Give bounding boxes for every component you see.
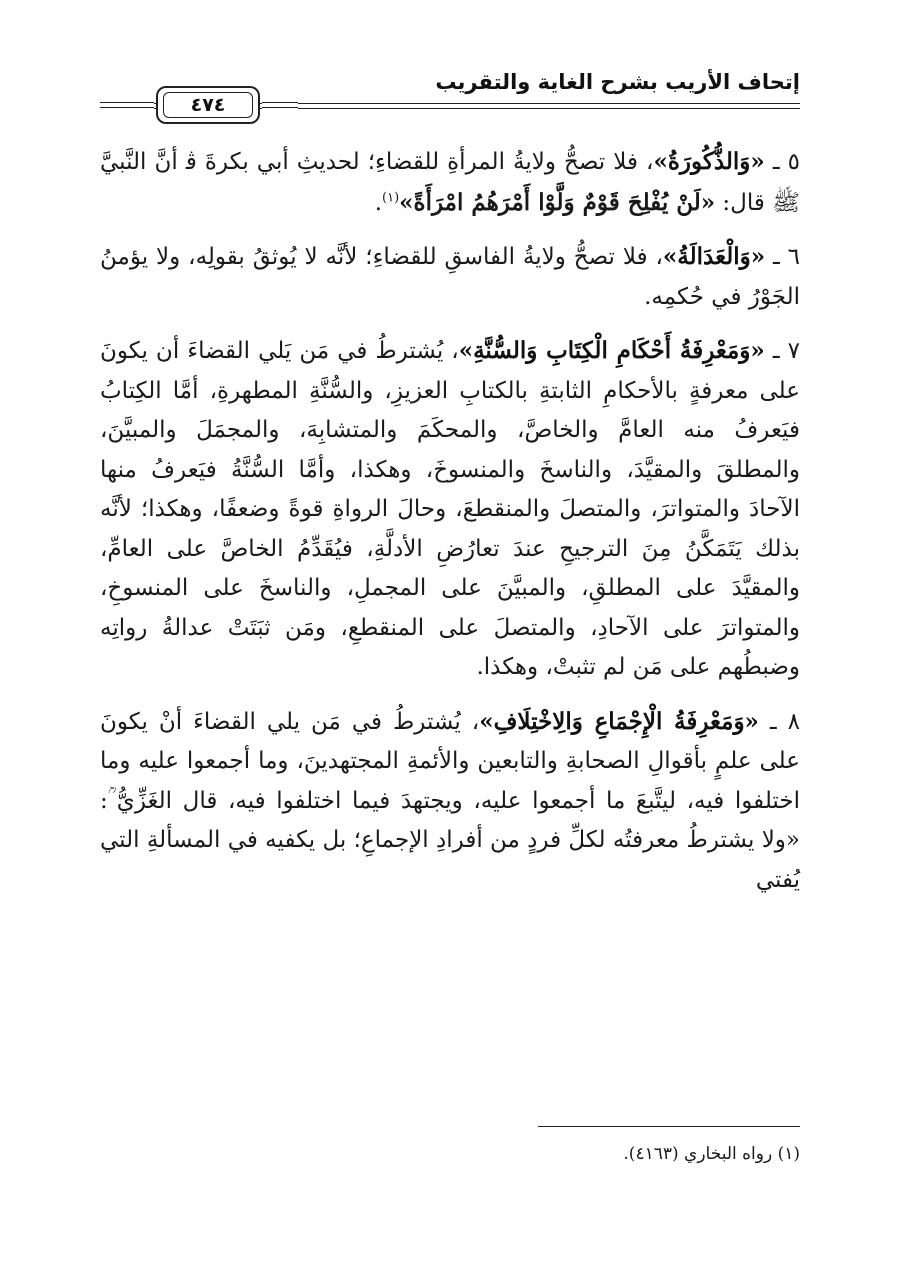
paragraph-number: ٥ ـ — [772, 149, 800, 175]
paragraph-7 — [100, 331, 800, 688]
hadith-quote: «لَنْ يُفْلِحَ قَوْمٌ وَلَّوْا أَمْرَهُمُ امْرَأَةً» — [399, 188, 716, 216]
paragraph-number: ٧ ـ — [772, 338, 800, 364]
paragraph-text: ، فلا تصحُّ ولايةُ الفاسقِ للقضاءِ؛ لأنَّه لا يُوثقُ بقولِه، ولا يؤمنُ الجَوْرُ في حُكمِه. — [100, 244, 800, 310]
footnote-1: (١) رواه البخاري (٤١٦٣). — [623, 1144, 800, 1164]
paragraph-text: ، فلا تصحُّ ولايةُ المرأةِ للقضاءِ؛ لحديثِ أبي بكرةَ ﭬ أنَّ النَّبيَّ ﷺ قال: — [100, 149, 800, 216]
header-ornament-right — [262, 98, 298, 112]
paragraph-8 — [100, 702, 800, 901]
page-number: ٤٧٤ — [163, 92, 253, 118]
footnote-mark[interactable]: (١) — [382, 189, 400, 205]
paragraph-text: ، يُشترطُ في مَن يلي القضاءَ أنْ يكونَ على علمٍ بأقوالِ الصحابةِ والتابعين والأئمةِ المجتهدينَ، وما أجمعوا عليه وما اختلفوا فيه، ليتَّبعَ ما أجمعوا عليه، ويجتهدَ فيما اختلفوا فيه، قال الغَزِّيُّ ؒ: «ولا يشترطُ معرفتُه لكلِّ فردٍ من أفرادِ الإجماعِ؛ بل يكفيه في المسألةِ التي يُفتي — [100, 708, 800, 893]
paragraph-term: «وَالذُّكُورَةُ» — [653, 148, 765, 175]
body-text — [100, 142, 800, 914]
paragraph-number: ٨ ـ — [769, 708, 800, 735]
footnote-rule — [538, 1126, 800, 1127]
paragraph-text-end: . — [374, 189, 382, 216]
paragraph-6 — [100, 237, 800, 317]
paragraph-number: ٦ ـ — [772, 244, 800, 270]
paragraph-term: «وَالْعَدَالَةُ» — [662, 243, 766, 270]
page-number-frame — [156, 86, 260, 124]
header-ornament-left — [100, 98, 154, 112]
running-title: إتحاف الأريب بشرح الغاية والتقريب — [435, 70, 800, 94]
paragraph-text: ، يُشترطُ في مَن يَلي القضاءَ أن يكونَ على معرفةٍ بالأحكامِ الثابتةِ بالكتابِ العزيزِ، والسُّنَّةِ المطهرةِ، أمَّا الكِتابُ فيَعرفُ منه العامَّ والخاصَّ، والمحكَمَ والمتشابِهَ، والمجمَلَ والمبيَّنَ، والمطلقَ والمقيَّدَ، والناسخَ والمنسوخَ، وهكذا، وأمَّا السُّنَّةُ فيَعرفُ منها الآحادَ والمتواترَ، والمتصلَ والمنقطعَ، وحالَ الرواةِ قوةً وضعفًا، وهكذا؛ لأنَّه بذلك يَتَمَكَّنُ مِنَ الترجيحِ عندَ تعارُضِ الأدلَّةِ، فيُقَدِّمُ الخاصَّ على العامِّ، والمقيَّدَ على المطلقِ، والمبيَّنَ على المجملِ، والناسخَ على المنسوخِ، والمتواترَ على الآحادِ، والمتصلَ على المنقطعِ، ومَن ثبَتَتْ عدالةُ رواتِه وضبطُهم على مَن لم تثبتْ، وهكذا. — [100, 338, 800, 680]
paragraph-term: «وَمَعْرِفَةُ الْإِجْمَاعِ وَالِاخْتِلَافِ» — [479, 707, 759, 735]
paragraph-term: «وَمَعْرِفَةُ أَحْكَامِ الْكِتَابِ وَالسُّنَّةِ» — [458, 337, 765, 364]
paragraph-5 — [100, 142, 800, 223]
